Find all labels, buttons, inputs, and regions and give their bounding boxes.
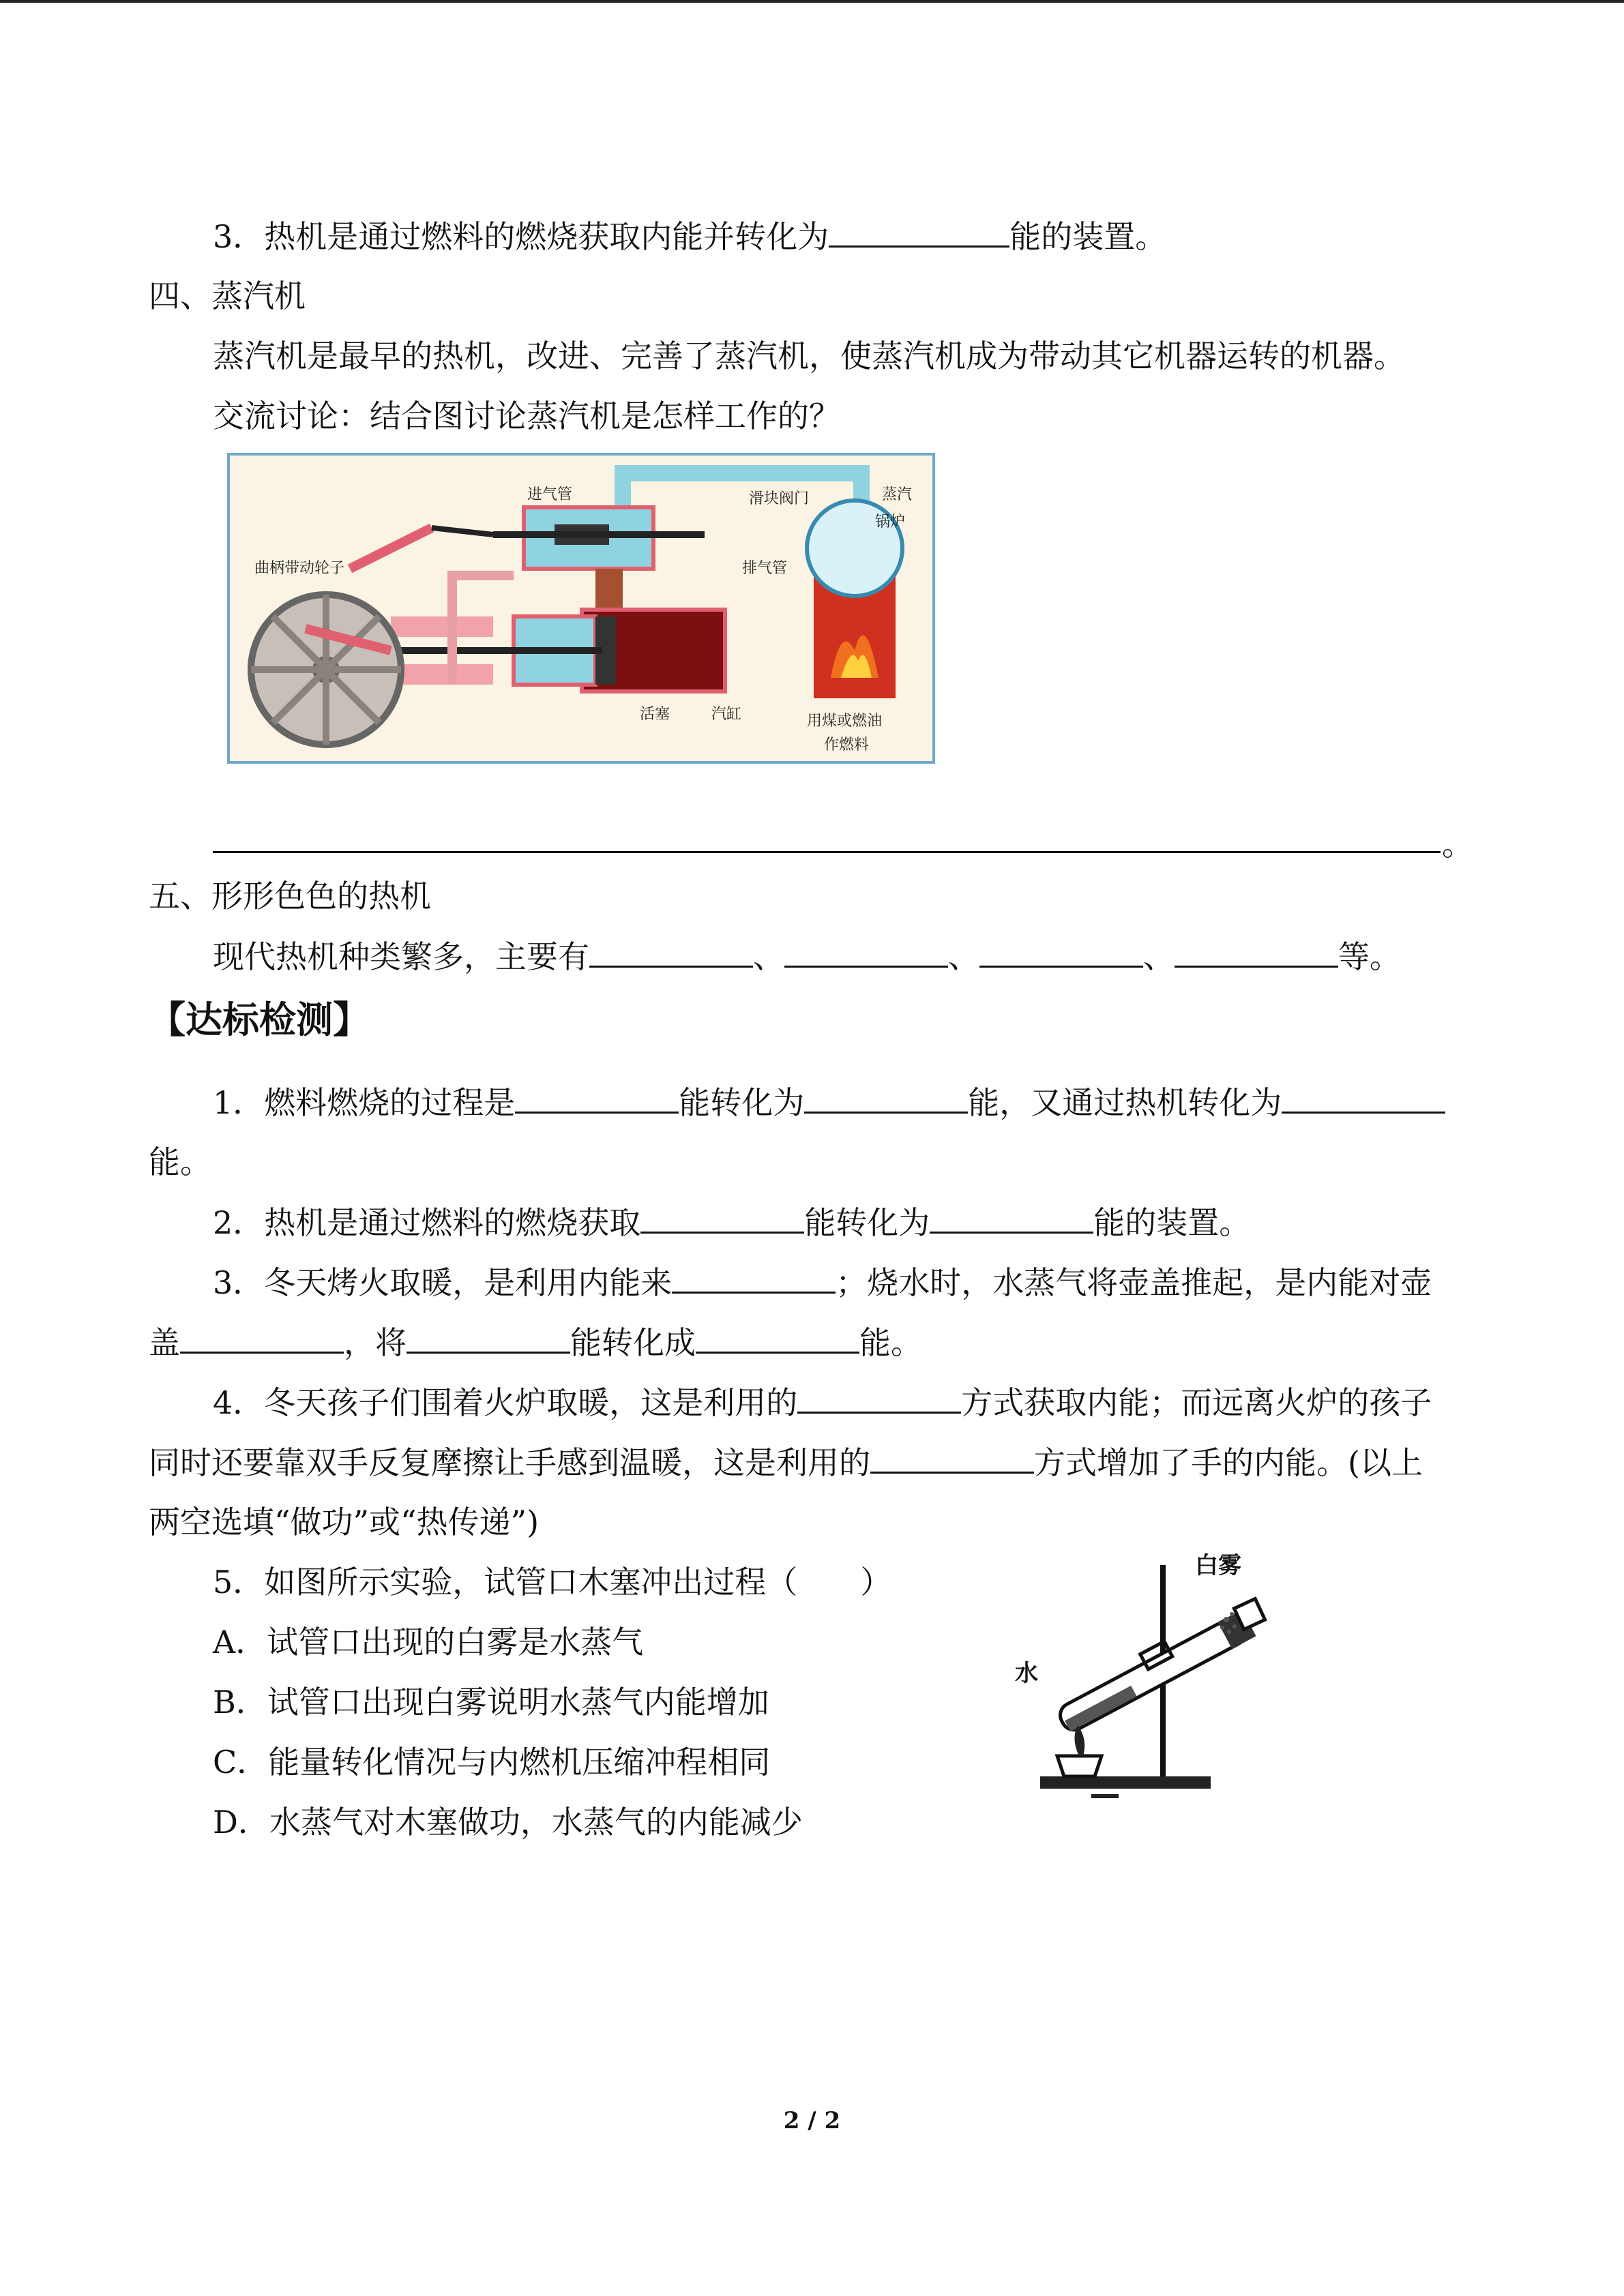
- svg-text:排气管: 排气管: [742, 560, 788, 577]
- answer-blank[interactable]: [589, 936, 753, 968]
- svg-text:曲柄带动轮子: 曲柄带动轮子: [254, 560, 345, 577]
- test-tube-experiment-figure: [1009, 1551, 1282, 1817]
- svg-text:水: 水: [1015, 1660, 1038, 1687]
- discussion-prompt: 交流讨论：结合图讨论蒸汽机是怎样工作的？: [213, 398, 840, 434]
- test-question-3: 3．冬天烤火取暖，是利用内能来 ；烧水时，水蒸气将壶盖推起，是内能对壶: [213, 1262, 1432, 1303]
- answer-blank[interactable]: [672, 1262, 836, 1294]
- answer-blank[interactable]: [515, 1082, 679, 1114]
- section-5-title: 五、形形色色的热机: [149, 878, 431, 914]
- answer-blank[interactable]: [407, 1322, 570, 1354]
- svg-text:蒸汽: 蒸汽: [882, 486, 913, 503]
- question-3-heat-engine: 3．热机是通过燃料的燃烧获取内能并转化为 能的装置。: [213, 215, 1166, 257]
- svg-text:汽缸: 汽缸: [711, 706, 742, 723]
- lamp-flame: [1074, 1725, 1084, 1756]
- svg-text:用煤或燃油: 用煤或燃油: [807, 713, 883, 730]
- test-question-2: 2．热机是通过燃料的燃烧获取 能转化为 能的装置。: [213, 1202, 1250, 1243]
- test-question-5: 5．如图所示实验，试管口木塞冲出过程（ ）: [213, 1564, 892, 1600]
- section-4-title: 四、蒸汽机: [149, 278, 306, 314]
- guide-bottom: [391, 664, 493, 685]
- answer-blank[interactable]: [696, 1322, 859, 1354]
- answer-blank[interactable]: [1282, 1082, 1445, 1114]
- steam-engine-diagram: [227, 453, 935, 764]
- answer-blank[interactable]: [784, 936, 948, 968]
- svg-text:滑块阀门: 滑块阀门: [749, 490, 810, 507]
- test-question-4-note: 两空选填“做功”或“热传递”): [149, 1504, 540, 1540]
- alcohol-lamp: [1057, 1756, 1102, 1776]
- test-question-1-cont: 能。: [149, 1144, 211, 1180]
- end-mark: 。: [1442, 826, 1473, 863]
- svg-text:作燃料: 作燃料: [824, 736, 870, 754]
- page-number: 2 / 2: [783, 2107, 841, 2134]
- option-d[interactable]: D．水蒸气对木塞做功，水蒸气的内能减少: [213, 1804, 803, 1840]
- top-border: [0, 0, 1624, 3]
- svg-text:锅炉: 锅炉: [875, 513, 906, 531]
- svg-text:活塞: 活塞: [640, 706, 670, 723]
- answer-blank[interactable]: [180, 1322, 344, 1354]
- answer-blank[interactable]: [804, 1082, 968, 1114]
- option-c[interactable]: C．能量转化情况与内燃机压缩冲程相同: [213, 1744, 771, 1780]
- answer-blank[interactable]: [829, 215, 1009, 248]
- guide-top: [391, 616, 493, 637]
- test-question-4: 4．冬天孩子们围着火炉取暖，这是利用的 方式获取内能；而远离火炉的孩子: [213, 1382, 1432, 1423]
- discussion-answer-blank[interactable]: [213, 851, 1441, 853]
- option-a[interactable]: A．试管口出现的白雾是水蒸气: [213, 1624, 644, 1660]
- answer-blank[interactable]: [797, 1382, 961, 1414]
- answer-blank[interactable]: [870, 1442, 1034, 1474]
- test-section-heading: 【达标检测】: [149, 998, 370, 1041]
- heat-engine-types-line: 现代热机种类繁多，主要有 、 、 、 等。: [213, 936, 1401, 977]
- answer-blank[interactable]: [930, 1202, 1093, 1234]
- test-question-1: 1．燃料燃烧的过程是 能转化为 能，又通过热机转化为: [213, 1082, 1445, 1123]
- section-4-paragraph: 蒸汽机是最早的热机，改进、完善了蒸汽机，使蒸汽机成为带动其它机器运转的机器。: [213, 338, 1405, 374]
- test-question-3-cont: 盖 ，将 能转化成 能。: [149, 1322, 922, 1363]
- stand-base: [1040, 1776, 1211, 1789]
- svg-text:白雾: 白雾: [1195, 1552, 1241, 1579]
- svg-text:进气管: 进气管: [527, 486, 573, 503]
- test-question-4-cont: 同时还要靠双手反复摩擦让手感到温暖，这是利用的 方式增加了手的内能。(以上: [149, 1442, 1423, 1483]
- answer-blank[interactable]: [1175, 936, 1338, 968]
- answer-blank[interactable]: [640, 1202, 804, 1234]
- answer-blank[interactable]: [979, 936, 1143, 968]
- option-b[interactable]: B．试管口出现白雾说明水蒸气内能增加: [213, 1684, 769, 1720]
